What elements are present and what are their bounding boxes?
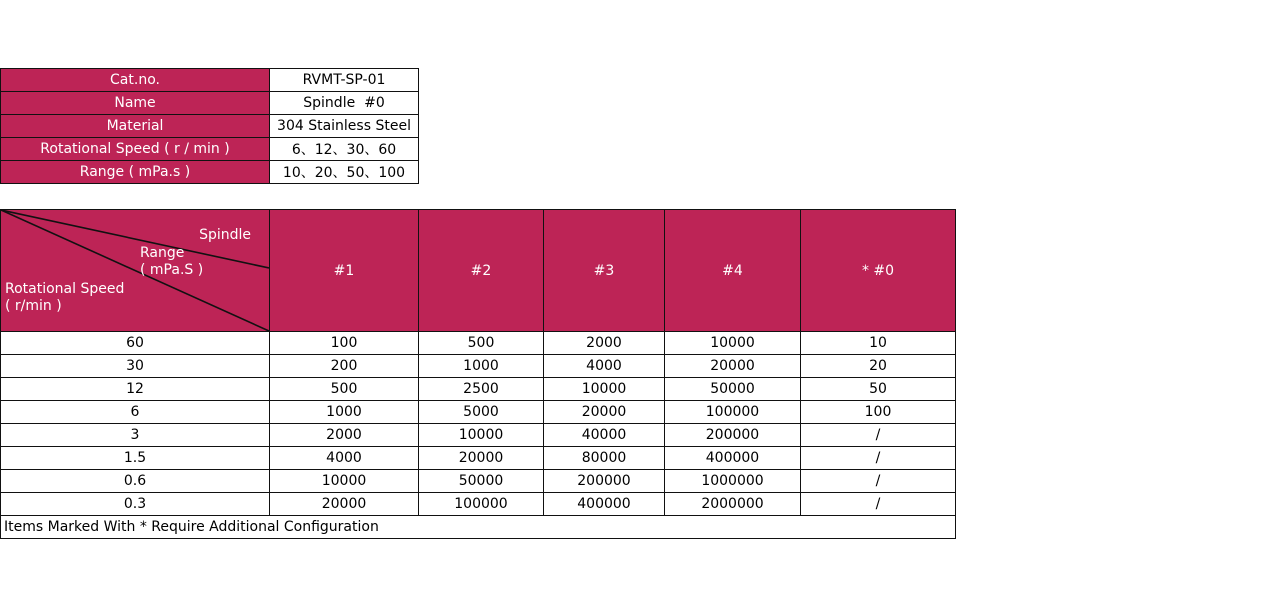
range-value-cell: 100 <box>801 401 956 424</box>
range-value-cell: 20000 <box>270 493 419 516</box>
speed-cell: 60 <box>1 332 270 355</box>
diagonal-label-speed <box>5 281 124 315</box>
table-row <box>1 332 956 355</box>
range-value-cell: 400000 <box>665 447 801 470</box>
speed-cell: 0.6 <box>1 470 270 493</box>
table-row <box>1 493 956 516</box>
column-header-spindle-4: #4 <box>665 210 801 332</box>
range-label-line2: ( mPa.S ) <box>140 262 204 278</box>
spec-table <box>0 68 419 184</box>
table-row <box>1 401 956 424</box>
range-value-cell: 200000 <box>544 470 665 493</box>
speed-cell: 12 <box>1 378 270 401</box>
spec-row-rotational-speed <box>1 138 419 161</box>
range-table-body <box>1 210 956 539</box>
range-value-cell: / <box>801 470 956 493</box>
range-value-cell: 50000 <box>665 378 801 401</box>
spec-table-body <box>1 69 419 184</box>
range-value-cell: 2000 <box>544 332 665 355</box>
speed-cell: 30 <box>1 355 270 378</box>
range-value-cell: 100000 <box>665 401 801 424</box>
range-value-cell: 40000 <box>544 424 665 447</box>
range-value-cell: 4000 <box>270 447 419 470</box>
speed-cell: 6 <box>1 401 270 424</box>
range-value-cell: 80000 <box>544 447 665 470</box>
range-value-cell: 20000 <box>544 401 665 424</box>
range-value-cell: 100 <box>270 332 419 355</box>
note-row <box>1 516 956 539</box>
table-row <box>1 424 956 447</box>
diagonal-label-spindle: Spindle <box>199 227 251 243</box>
range-value-cell: 1000000 <box>665 470 801 493</box>
range-value-cell: / <box>801 447 956 470</box>
speed-label-line1: Rotational Speed <box>5 281 125 297</box>
range-value-cell: 500 <box>419 332 544 355</box>
range-value-cell: 5000 <box>419 401 544 424</box>
table-row <box>1 378 956 401</box>
diagonal-label-range <box>140 245 203 279</box>
range-table-header-row <box>1 210 956 332</box>
range-value-cell: 200000 <box>665 424 801 447</box>
range-value-cell: / <box>801 424 956 447</box>
diagonal-header-cell <box>1 210 270 332</box>
speed-cell: 0.3 <box>1 493 270 516</box>
spec-value: 304 Stainless Steel <box>270 115 419 138</box>
spec-label: Material <box>1 115 270 138</box>
column-header-spindle-1: #1 <box>270 210 419 332</box>
range-value-cell: 50000 <box>419 470 544 493</box>
range-value-cell: 20 <box>801 355 956 378</box>
speed-cell: 1.5 <box>1 447 270 470</box>
column-header-spindle-0: * #0 <box>801 210 956 332</box>
column-header-spindle-3: #3 <box>544 210 665 332</box>
table-row <box>1 355 956 378</box>
range-value-cell: / <box>801 493 956 516</box>
range-value-cell: 20000 <box>665 355 801 378</box>
spec-label: Cat.no. <box>1 69 270 92</box>
range-value-cell: 2000000 <box>665 493 801 516</box>
range-value-cell: 400000 <box>544 493 665 516</box>
table-row <box>1 447 956 470</box>
range-value-cell: 10000 <box>270 470 419 493</box>
range-value-cell: 2500 <box>419 378 544 401</box>
spec-value: 6、12、30、60 <box>270 138 419 161</box>
spec-label: Rotational Speed ( r / min ) <box>1 138 270 161</box>
range-table <box>0 209 956 539</box>
range-value-cell: 100000 <box>419 493 544 516</box>
spec-label: Name <box>1 92 270 115</box>
column-header-spindle-2: #2 <box>419 210 544 332</box>
table-row <box>1 470 956 493</box>
range-value-cell: 4000 <box>544 355 665 378</box>
range-value-cell: 20000 <box>419 447 544 470</box>
range-value-cell: 10000 <box>665 332 801 355</box>
range-value-cell: 50 <box>801 378 956 401</box>
spec-label: Range ( mPa.s ) <box>1 161 270 184</box>
range-value-cell: 10 <box>801 332 956 355</box>
range-value-cell: 200 <box>270 355 419 378</box>
range-value-cell: 10000 <box>544 378 665 401</box>
range-label-line1: Range <box>140 245 185 261</box>
configuration-note: Items Marked With * Require Additional Configuration <box>1 516 956 539</box>
spec-value: Spindle #0 <box>270 92 419 115</box>
spec-row-cat-no <box>1 69 419 92</box>
speed-cell: 3 <box>1 424 270 447</box>
range-value-cell: 1000 <box>270 401 419 424</box>
spec-row-range <box>1 161 419 184</box>
spec-row-name <box>1 92 419 115</box>
spec-row-material <box>1 115 419 138</box>
spec-value: 10、20、50、100 <box>270 161 419 184</box>
range-value-cell: 2000 <box>270 424 419 447</box>
range-value-cell: 500 <box>270 378 419 401</box>
spec-value: RVMT-SP-01 <box>270 69 419 92</box>
range-value-cell: 10000 <box>419 424 544 447</box>
speed-label-line2: ( r/min ) <box>5 298 62 314</box>
range-value-cell: 1000 <box>419 355 544 378</box>
